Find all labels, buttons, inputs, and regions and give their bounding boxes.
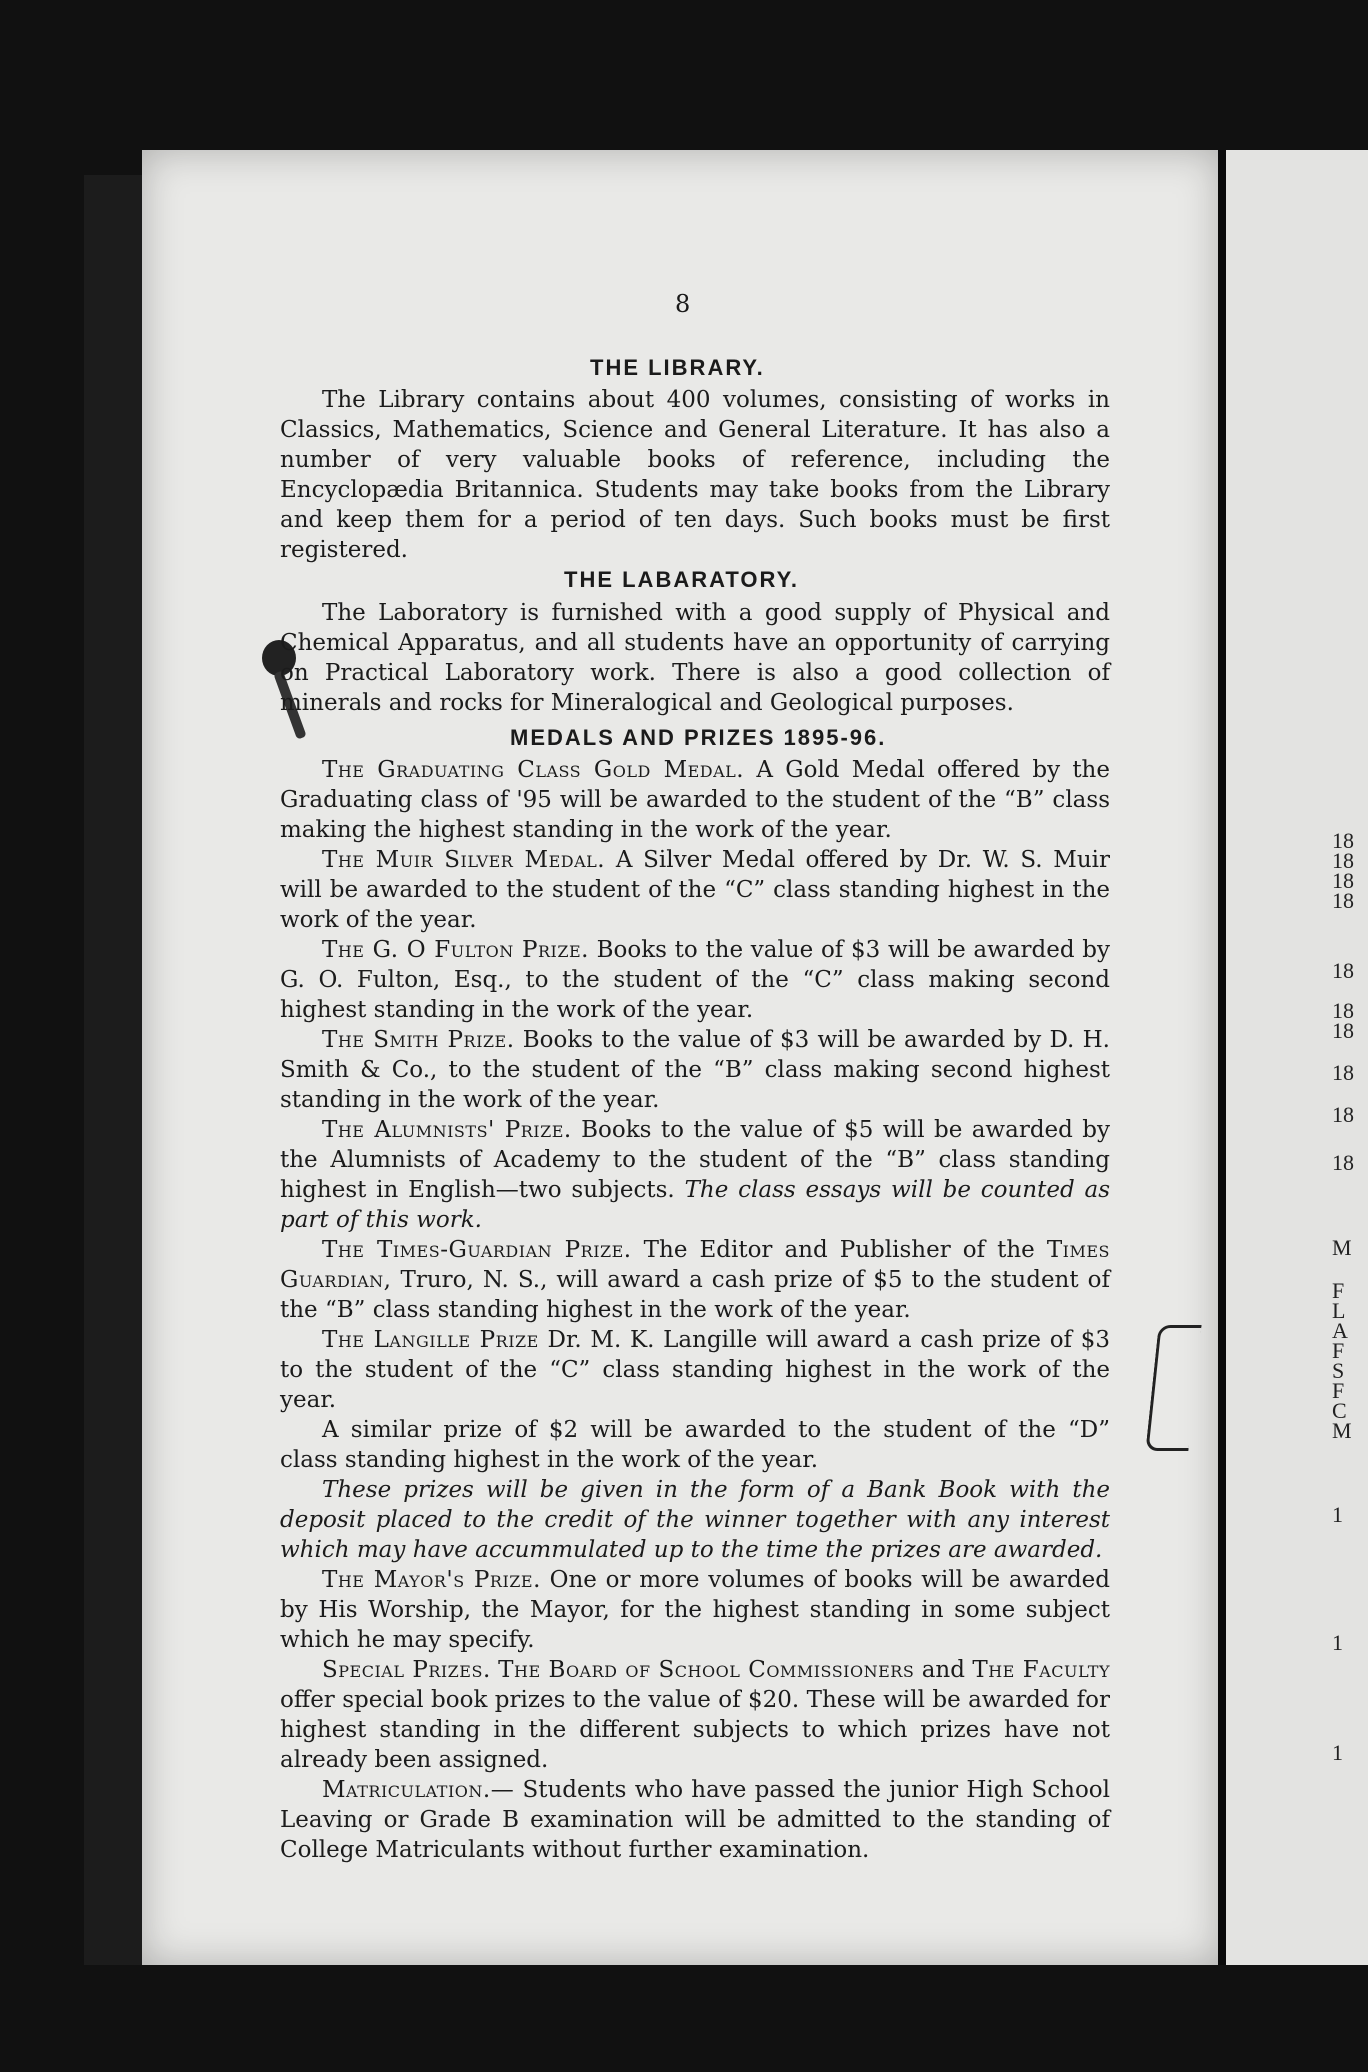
special-prizes-and: and <box>921 1657 965 1683</box>
margin-fragment: M <box>1332 1418 1352 1443</box>
facing-page-fragment <box>1226 150 1368 1965</box>
smith-prize-paragraph <box>280 1025 1110 1115</box>
fulton-prize-text: Books to the value of $3 will be awarded by G. O. Fulton, Esq., to the student of the “C” class making second highest standing in the work of the year. <box>280 937 1110 1023</box>
times-guardian-prize-title: The Times-Guardian Prize. <box>322 1237 632 1263</box>
margin-fragment: 18 <box>1332 848 1354 873</box>
margin-fragment: F <box>1332 1378 1345 1403</box>
special-prizes-board: The Board of School Commissioners <box>498 1657 915 1683</box>
gold-medal-paragraph <box>280 755 1110 845</box>
alumnists-prize-title: The Alumnists' Prize. <box>322 1117 572 1143</box>
special-prizes-text: offer special book prizes to the value of $20. These will be awarded for highest standing in the different subjects to which prizes have not already been assigned. <box>280 1687 1110 1773</box>
margin-fragment: 18 <box>1332 998 1354 1023</box>
mayors-prize-title: The Mayor's Prize. <box>322 1567 541 1593</box>
muir-medal-paragraph <box>280 845 1110 935</box>
langille-prize-text: Dr. M. K. Langille will award a cash prize of $3 to the student of the “C” class standing highest in the work of the year. <box>280 1327 1110 1413</box>
special-prizes-paragraph <box>280 1655 1110 1775</box>
book-spine <box>1218 150 1226 1965</box>
margin-fragment: 1 <box>1332 1740 1343 1765</box>
langille-prize-paragraph <box>280 1325 1110 1415</box>
times-guardian-prize-text-b: Truro, N. S., will award a cash prize of $5 to the student of the “B” class standing highest in the work of the year. <box>280 1267 1111 1323</box>
special-prizes-faculty: The Faculty <box>972 1657 1111 1683</box>
margin-fragment: F <box>1332 1278 1345 1303</box>
margin-fragment: 1 <box>1332 1502 1343 1527</box>
mayors-prize-text: One or more volumes of books will be awarded by His Worship, the Mayor, for the highest standing in some subject which he may specify. <box>280 1567 1110 1653</box>
margin-fragment: C <box>1332 1398 1347 1423</box>
alumnists-prize-italic-note: The class essays will be counted as part of this work. <box>280 1177 1111 1233</box>
matriculation-paragraph <box>280 1775 1110 1865</box>
library-heading: THE LIBRARY. <box>590 355 765 380</box>
special-prizes-title: Special Prizes. <box>322 1657 491 1683</box>
laboratory-paragraph: The Laboratory is furnished with a good supply of Physical and Chemical Apparatus, and all students have an opportunity of carrying on Practical Laboratory work. There is also a good collection of minerals and rocks for Mineralogical and Geological purposes. <box>280 600 1110 716</box>
margin-fragment: A <box>1332 1318 1348 1343</box>
muir-medal-title: The Muir Silver Medal. <box>322 847 606 873</box>
times-guardian-paper-name: Times Guardian, <box>280 1237 1111 1293</box>
page-number: 8 <box>675 290 691 318</box>
smith-prize-title: The Smith Prize. <box>322 1027 515 1053</box>
margin-fragment: L <box>1332 1298 1346 1323</box>
margin-fragment: F <box>1332 1338 1345 1363</box>
margin-fragment: M <box>1332 1235 1352 1260</box>
margin-fragment: 18 <box>1332 888 1354 913</box>
similar-prize-paragraph: A similar prize of $2 will be awarded to the student of the “D” class standing highest in the work of the year. <box>280 1417 1110 1473</box>
times-guardian-prize-text-a: The Editor and Publisher of the <box>643 1237 1035 1263</box>
smith-prize-text: Books to the value of $3 will be awarded by D. H. Smith & Co., to the student of the “B” class making second highest standing in the work of the year. <box>280 1027 1110 1113</box>
bank-book-note: These prizes will be given in the form of a Bank Book with the deposit placed to the credit of the winner together with any interest which may have accummulated up to the time the prizes are awarded. <box>280 1477 1110 1563</box>
alumnists-prize-text: Books to the value of $5 will be awarded by the Alumnists of Academy to the student of the “B” class standing highest in English—two subjects. <box>280 1117 1111 1203</box>
matriculation-text: Students who have passed the junior High School Leaving or Grade B examination will be admitted to the standing of College Matriculants without further examination. <box>280 1777 1111 1863</box>
margin-fragment: 18 <box>1332 1150 1354 1175</box>
gold-medal-title: The Graduating Class Gold Medal. <box>322 757 745 783</box>
mayors-prize-paragraph <box>280 1565 1110 1655</box>
times-guardian-prize-paragraph <box>280 1235 1110 1325</box>
handwritten-bracket-mark <box>1145 1325 1201 1451</box>
margin-fragment: 18 <box>1332 1060 1354 1085</box>
margin-fragment: 18 <box>1332 868 1354 893</box>
margin-fragment: 18 <box>1332 1102 1354 1127</box>
library-paragraph: The Library contains about 400 volumes, consisting of works in Classics, Mathematics, Science and General Literature. It has also a number of very valuable books of reference, including the Encyclopædia Britannica. Students may take books from the Library and keep them for a period of ten days. Such books must be first registered. <box>280 387 1110 563</box>
margin-fragment: 18 <box>1332 1018 1354 1043</box>
document-page <box>142 150 1220 1965</box>
gold-medal-text: A Gold Medal offered by the Graduating class of '95 will be awarded to the student of the “B” class making the highest standing in the work of the year. <box>280 757 1110 843</box>
muir-medal-text: A Silver Medal offered by Dr. W. S. Muir will be awarded to the student of the “C” class standing highest in the work of the year. <box>280 847 1110 933</box>
margin-fragment: S <box>1332 1358 1345 1383</box>
fulton-prize-paragraph <box>280 935 1110 1025</box>
book-edge-left <box>84 175 148 1965</box>
margin-fragment: 1 <box>1332 1630 1343 1655</box>
fulton-prize-title: The G. O Fulton Prize. <box>322 937 589 963</box>
laboratory-heading: THE LABARATORY. <box>564 567 799 592</box>
langille-prize-title: The Langille Prize <box>322 1327 539 1353</box>
margin-fragment: 18 <box>1332 958 1354 983</box>
prizes-heading: MEDALS AND PRIZES 1895-96. <box>510 725 887 750</box>
matriculation-title: Matriculation.— <box>322 1777 515 1803</box>
alumnists-prize-paragraph <box>280 1115 1110 1235</box>
margin-fragment: 18 <box>1332 828 1354 853</box>
